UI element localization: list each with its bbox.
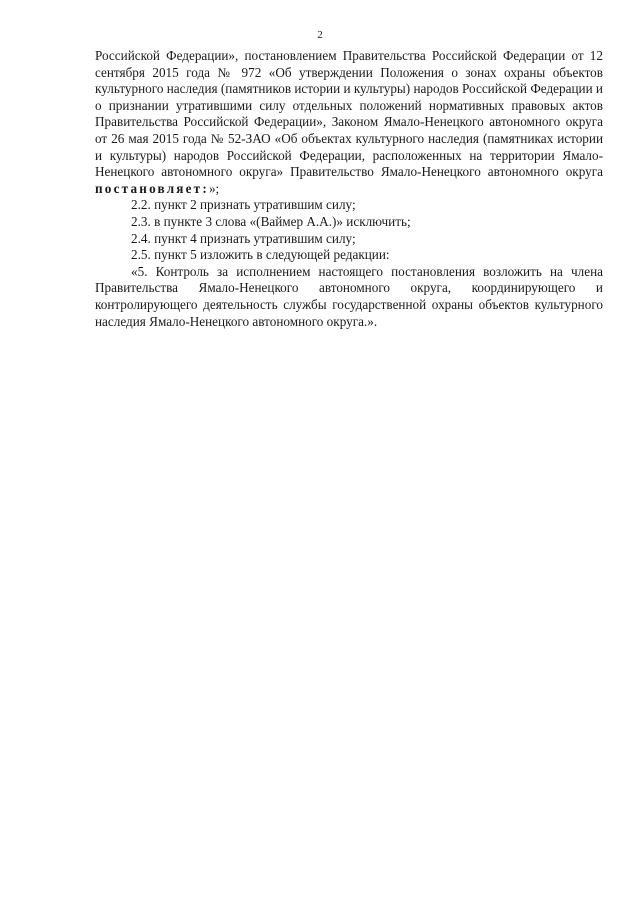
- paragraph-item-2-3: 2.3. в пункте 3 слова «(Ваймер А.А.)» исключить;: [131, 213, 411, 229]
- document-body: [95, 48, 603, 330]
- paragraph-new-clause-5: «5. Контроль за исполнением настоящего постановления возложить на члена Правительства Ямало-Ненецкого автономного округа, координирующего и контролирующего деятельность службы государственной охраны объектов культурного наследия Ямало-Ненецкого автономного округа.».: [95, 263, 603, 329]
- paragraph-text: Российской Федерации», постановлением Правительства Российской Федерации от 12 сентября 2015 года № 972 «Об утверждении Положения о зонах охраны объектов культурного наследия (памятников истории и культуры) народов Российской Федерации и о признании утратившими силу отдельных положений нормативных правовых актов Правительства Российской Федерации», Законом Ямало-Ненецкого автономного округа от 26 мая 2015 года № 52-ЗАО «Об объектах культурного наследия (памятниках истории и культуры) народов Российской Федерации, расположенных на территории Ямало-Ненецкого автономного округа» Правительство Ямало-Ненецкого автономного округа: [95, 48, 603, 180]
- paragraph-item-2-4: 2.4. пункт 4 признать утратившим силу;: [131, 230, 356, 246]
- decree-keyword: постановляет:: [95, 180, 209, 196]
- paragraph-item-2-2: 2.2. пункт 2 признать утратившим силу;: [131, 197, 356, 213]
- paragraph-text-end: »;: [208, 180, 220, 196]
- paragraph-legal-basis: [95, 48, 603, 197]
- paragraph-item-2-5: 2.5. пункт 5 изложить в следующей редакции:: [131, 247, 390, 263]
- page-number: 2: [317, 29, 323, 41]
